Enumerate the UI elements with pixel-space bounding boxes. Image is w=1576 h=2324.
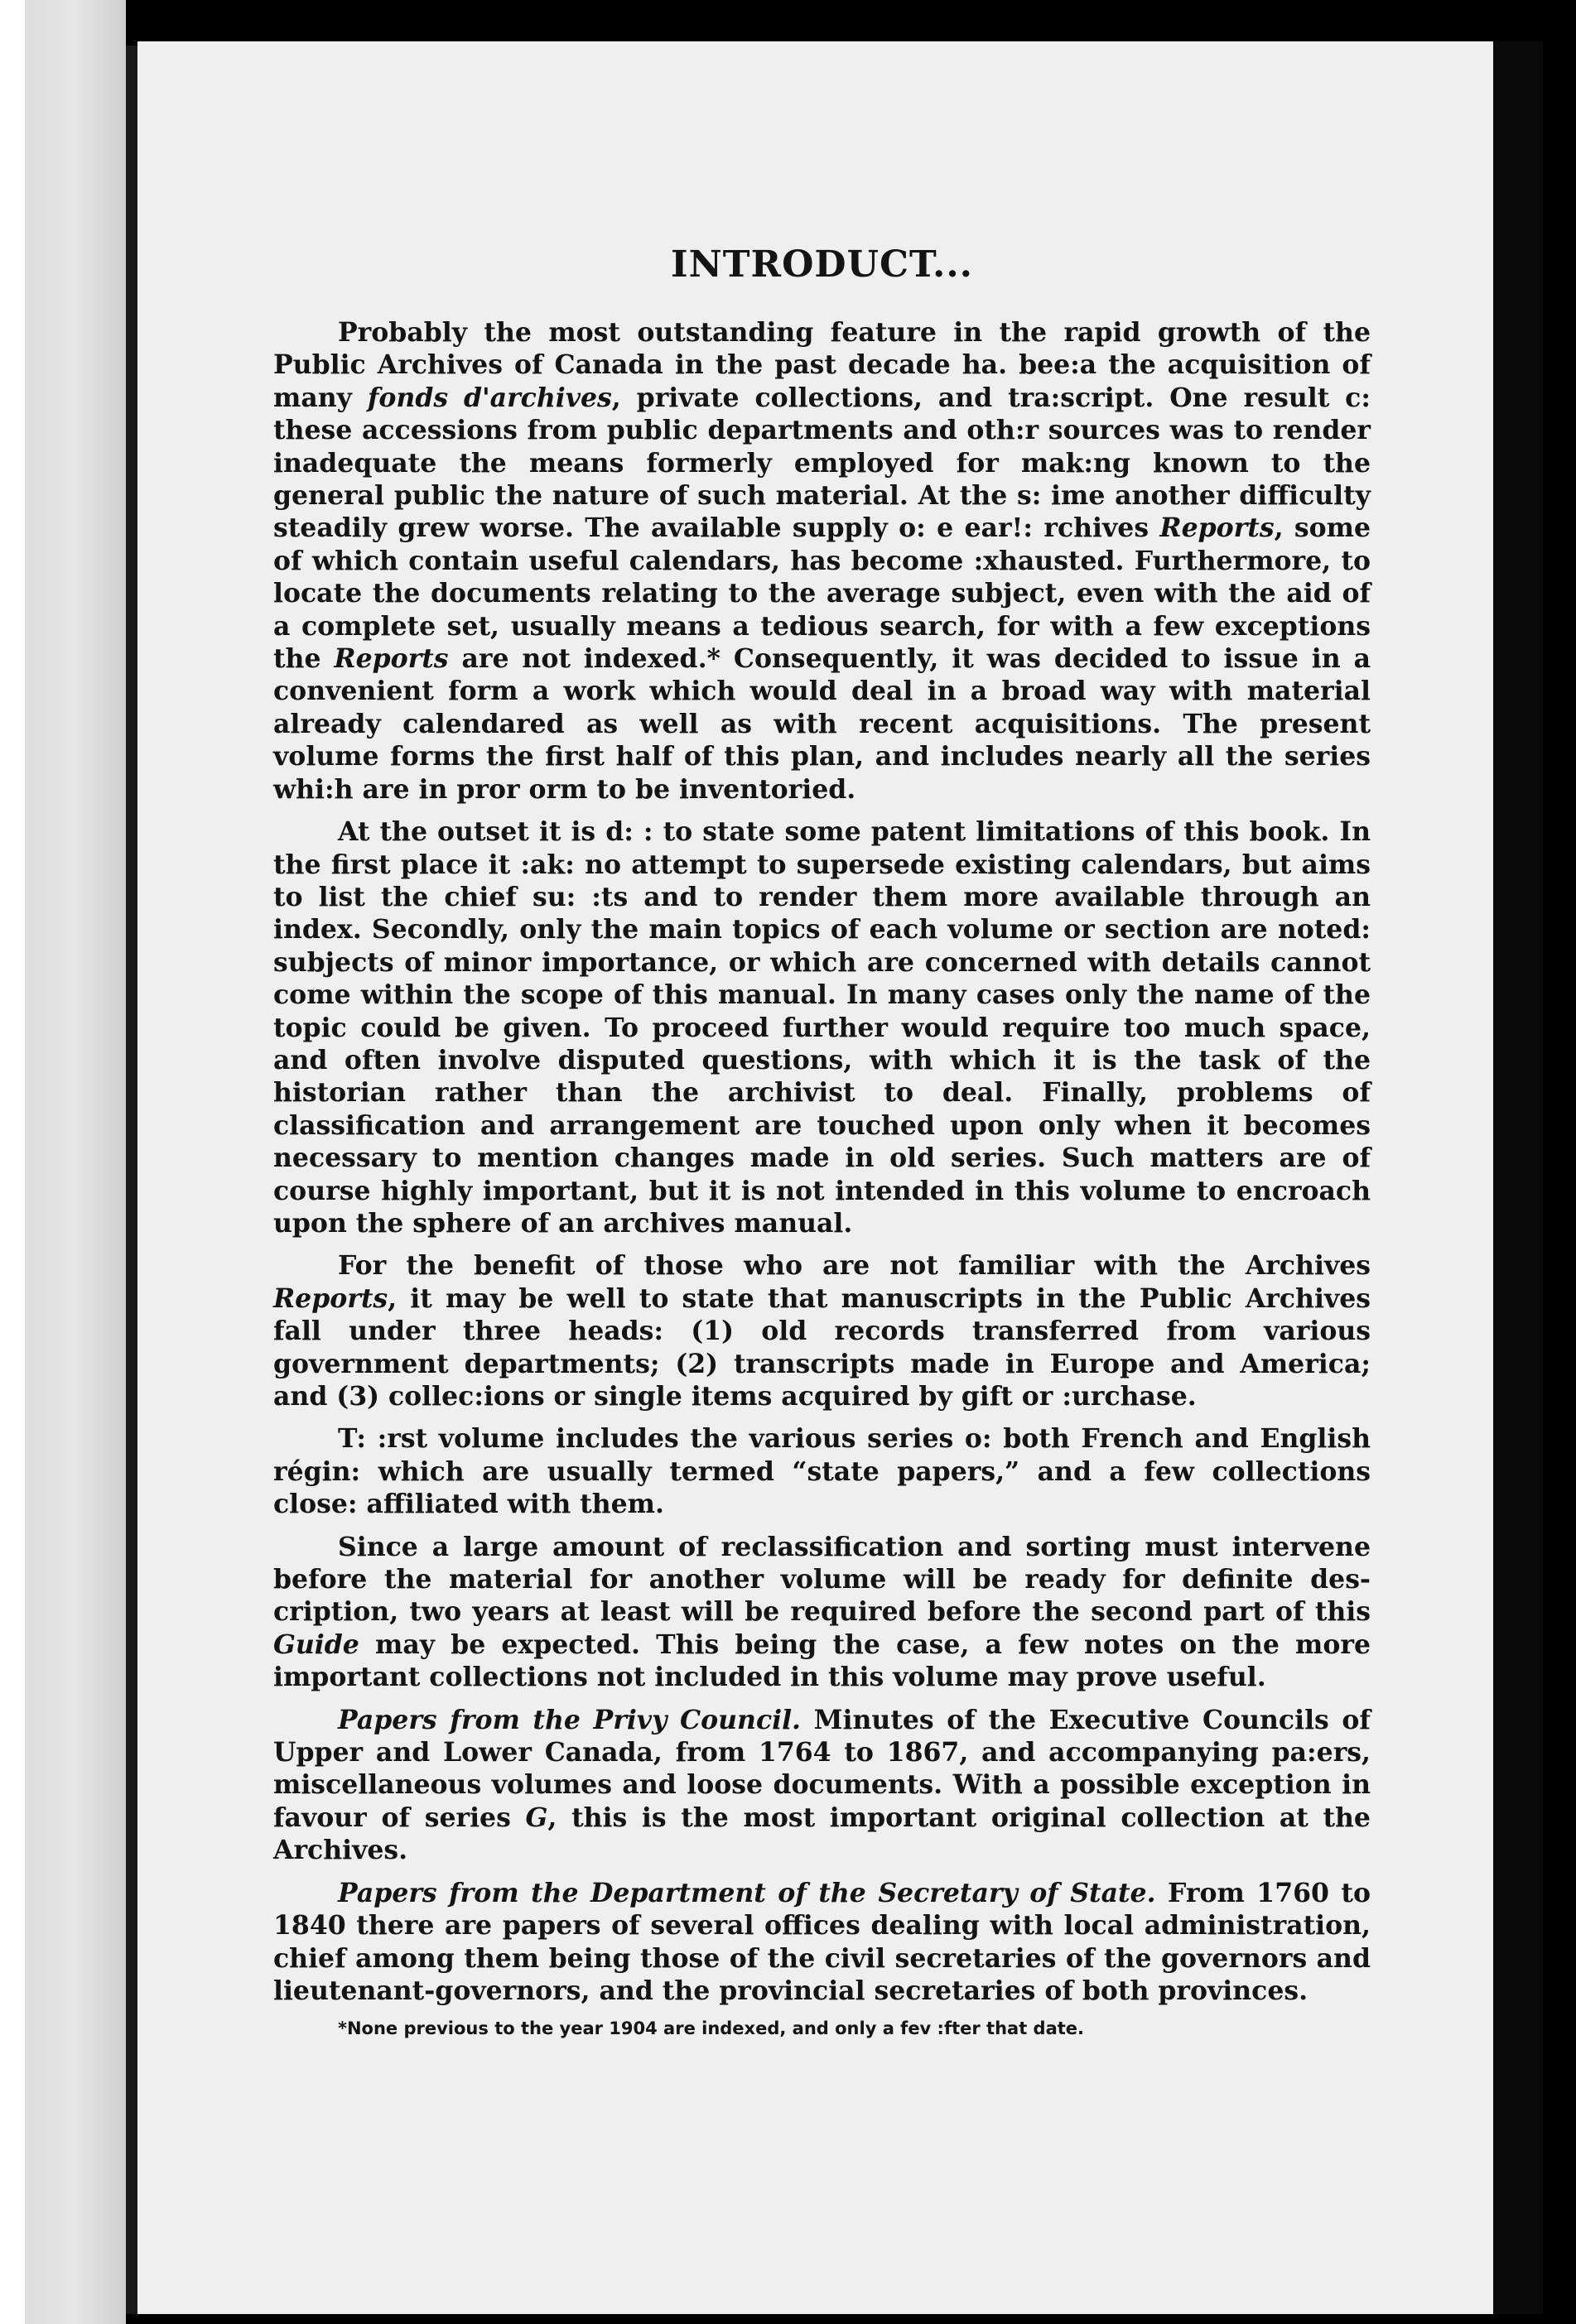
italic-text: Reports — [1159, 512, 1275, 544]
text-run: , it may be well to state that manuscripts in the Public Archives fall under three heads: (1) old records transferred from various government departments; (2) transcripts made in Europe and America; and (3) collec:ions or single items acquired by gift or :urchase. — [273, 1282, 1371, 1412]
text-run: At the outset it is d: : to state some patent limitations of this book. In the first place it :ak: no attempt to supersede existing calendars, but aims to list the chief su: :ts and to render them more available through an index. Secondly, only the main topics of each volume or section are noted: subjects of minor importance, or which are concerned with details cannot come within the scope of this manual. In many cases only the name of the topic could be given. To proceed further would require too much space, and often involve disputed questions, with which it is the task of the historian rather than the archivist to deal. Finally, problems of classification and arrangement are touched upon only when it becomes necessary to mention changes made in old series. Such matters are of course highly important, but it is not intended in this volume to encroach upon the sphere of an archives manual. — [273, 816, 1371, 1239]
text-run: Since a large amount of reclassification and sorting must intervene before the material for another volume will be ready for definite des-cription, two years at least will be required before the second part of this — [273, 1531, 1371, 1628]
footnote: *None previous to the year 1904 are indexed, and only a fev :fter that date. — [338, 2018, 1085, 2039]
italic-text: Papers from the Department of the Secretary of State. — [338, 1877, 1156, 1908]
text-run: , some of which contain useful calendars, has become :xhausted. Furthermore, to locate the documents relating to the average subject, even with the aid of a complete set, usually means a tedious search, for with a few exceptions the — [273, 512, 1371, 675]
book-spine-shadow — [126, 46, 137, 2314]
italic-text: Papers from the Privy Council. — [338, 1704, 802, 1735]
italic-text: G — [525, 1802, 548, 1833]
text-run: are not indexed.* Consequently, it was decided to issue in a convenient form a work which would deal in a broad way with material already calendared as well as with recent acquisitions. The present volume forms the first half of this plan, and includes nearly all the series whi:h are in pror orm to be inventoried. — [273, 643, 1371, 805]
text-run: Probably the most outstanding feature in the rapid growth of the Public Archives of Canada in the past decade ha. bee:a the acquisition of many — [273, 317, 1371, 413]
paragraph — [273, 1704, 1371, 1867]
page-text — [273, 240, 1371, 2040]
italic-text: fonds d'archives — [367, 382, 612, 413]
text-run: From 1760 to 1840 there are papers of several offices dealing with local administration, chief among them being those of the civil secretaries of the governors and lieutenant-governors, and the provincial secretaries of both provinces. — [273, 1877, 1371, 2006]
italic-text: Guide — [273, 1629, 359, 1660]
italic-text: Reports — [334, 643, 449, 675]
text-run: For the benefit of those who are not familiar with the Archives — [338, 1250, 1371, 1282]
paragraph — [273, 1877, 1371, 2008]
page-right-shadow — [1493, 41, 1543, 2314]
scan-margin — [0, 0, 25, 2324]
text-run: may be expected. This being the case, a few notes on the more important collections not included in this volume may prove useful. — [273, 1629, 1371, 1693]
paragraph — [273, 1531, 1371, 1694]
paragraph — [273, 1422, 1371, 1520]
body-paragraphs — [273, 316, 1371, 2007]
paragraph — [273, 1249, 1371, 1412]
italic-text: Reports — [273, 1282, 388, 1314]
text-run: Minutes of the Executive Councils of Upper and Lower Canada, from 1764 to 1867, and accompanying pa:ers, miscellaneous volumes and loose documents. With a possible exception in favour of series — [273, 1704, 1371, 1833]
text-run: , this is the most important original collection at the Archives. — [273, 1802, 1371, 1866]
paragraph — [273, 816, 1371, 1239]
text-run: T: :rst volume includes the various series o: both French and English régin: which are usually termed “state papers,” and a few collections close: affiliated with them. — [273, 1423, 1371, 1520]
page-title: INTRODUCT... — [670, 243, 973, 286]
paragraph — [273, 316, 1371, 806]
text-run: , private collections, and tra:script. One result c: these accessions from public departments and oth:r sources was to render inadequate the means formerly employed for mak:ng known to the general public the nature of such material. At the s: ime another difficulty steadily grew worse. The available supply o: e ear!: rchives — [273, 382, 1371, 544]
